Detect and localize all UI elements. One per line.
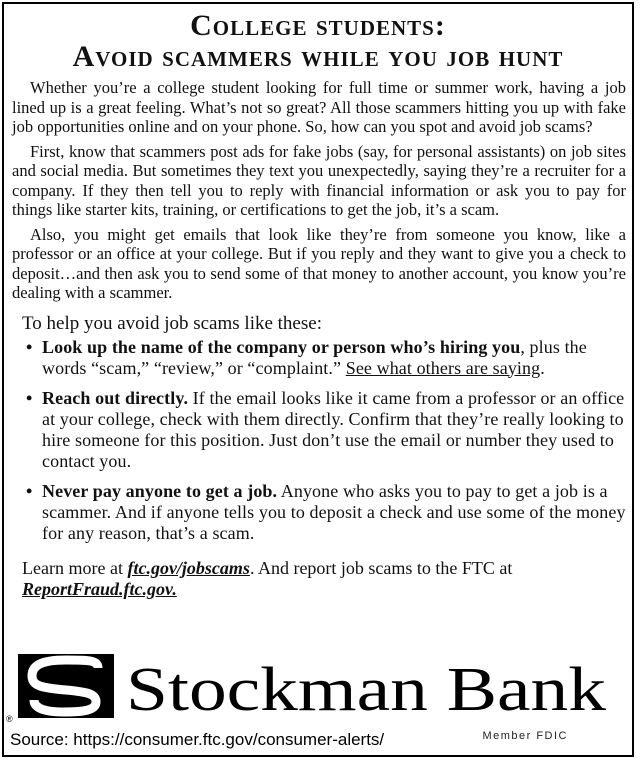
logo-wordmark: Stockman Bank xyxy=(126,656,606,722)
learn-more-prefix: Learn more at xyxy=(22,557,128,578)
tip-text: , plus the words “scam,” “review,” or “complaint.” xyxy=(42,336,587,378)
registered-mark: ® xyxy=(6,714,13,724)
tip-lead: Look up the name of the company or person who’s hiring you xyxy=(42,336,521,357)
s-emblem-icon xyxy=(18,654,114,718)
reportfraud-link[interactable]: ReportFraud.ftc.gov. xyxy=(22,578,177,599)
tip-item xyxy=(26,481,626,544)
tips-list xyxy=(12,337,626,544)
tip-tail: . xyxy=(540,357,545,378)
learn-more-middle: . And report job scams to the FTC at xyxy=(249,557,513,578)
learn-more xyxy=(22,558,626,600)
bullet-icon: • xyxy=(26,480,33,501)
tip-item xyxy=(26,337,626,379)
headline xyxy=(4,10,632,72)
tip-lead: Never pay anyone to get a job. xyxy=(42,480,278,501)
headline-line-1: College students: xyxy=(190,9,446,42)
headline-line-2: Avoid scammers while you job hunt xyxy=(72,40,564,73)
paragraph-2: First, know that scammers post ads for fake jobs (say, for personal assistants) on job sites and social media. But sometimes they text you unexpectedly, saying they’re a recruiter for a company. If they then tell you to reply with financial information or ask you to pay for things like starter kits, training, or certifications to get the job, it’s a scam. xyxy=(12,141,626,219)
article-body xyxy=(4,78,632,600)
ftc-jobscams-link[interactable]: ftc.gov/jobscams xyxy=(127,557,250,578)
tip-item xyxy=(26,388,626,472)
tip-text: Anyone who asks you to pay to get a job is a scammer. And if anyone tells you to deposit a check and use some of the money for any reason, that’s a scam. xyxy=(42,480,626,543)
paragraph-3: Also, you might get emails that look like they’re from someone you know, like a professor or an office at your college. But if you reply and they want to give you a check to deposit…and then ask you to send some of that money to another account, you know you’re dealing with a scammer. xyxy=(12,224,626,302)
tip-lead: Reach out directly. xyxy=(42,387,189,408)
see-others-link[interactable]: See what others are saying xyxy=(345,357,541,378)
advertisement xyxy=(2,2,634,757)
source-line: Source: https://consumer.ftc.gov/consumer-alerts/ xyxy=(10,730,385,749)
paragraph-1: Whether you’re a college student looking for full time or summer work, having a job lined up is a great feeling. What’s not so great? All those scammers hitting you up with fake job opportunities online and on your phone. So, how can you spot and avoid job scams? xyxy=(12,78,626,136)
bullet-icon: • xyxy=(26,336,33,357)
tip-text: If the email looks like it came from a professor or an office at your college, check with them directly. Confirm that they’re really looking to hire someone for this position. Just don’t use the email or number they used to contact you. xyxy=(42,387,625,471)
member-fdic: Member FDIC xyxy=(482,730,568,742)
tips-intro: To help you avoid job scams like these: xyxy=(22,312,322,334)
bullet-icon: • xyxy=(26,387,33,408)
stockman-bank-logo xyxy=(14,652,614,722)
